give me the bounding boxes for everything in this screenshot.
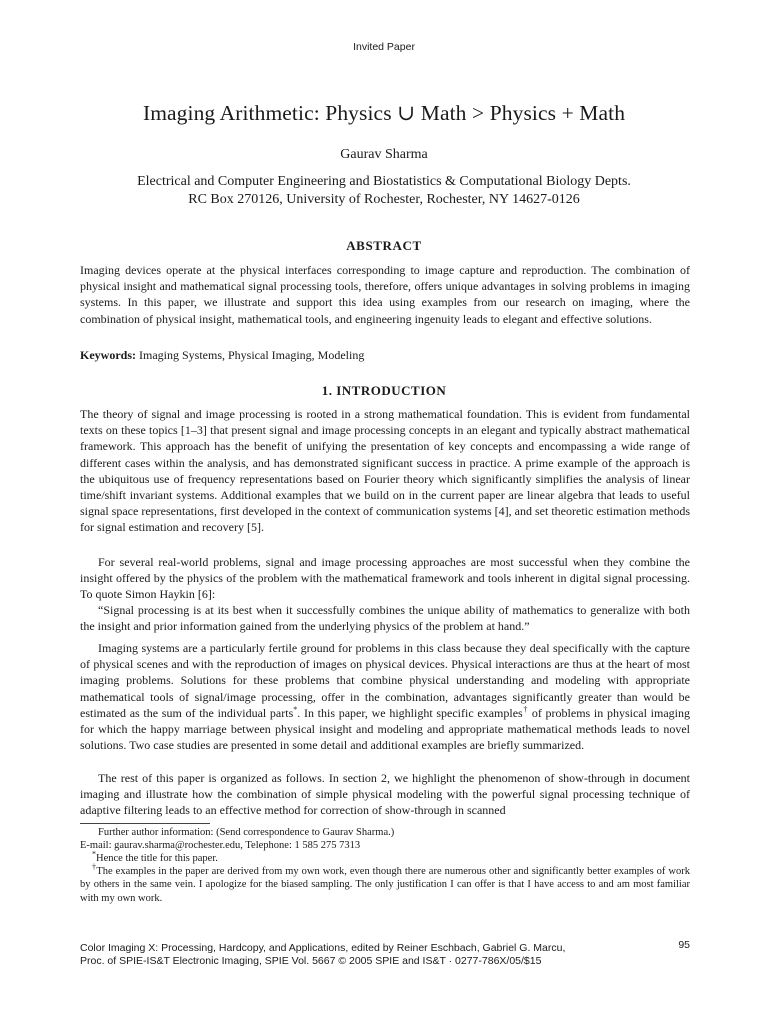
- paper-title: Imaging Arithmetic: Physics ∪ Math > Physics + Math: [142, 101, 626, 125]
- footer-line-2: Proc. of SPIE-IS&T Electronic Imaging, SPIE Vol. 5667 © 2005 SPIE and IS&T · 0277-786X/05/$15: [80, 955, 542, 967]
- intro-paragraph-1: The theory of signal and image processing is rooted in a strong mathematical foundation. This is evident from fundamental texts on these topics [1–3] that present signal and image processing concepts in an elegant and typically abstract mathematical framework. This approach has the benefit of unifying the presentation of key concepts and encompassing a wide range of different cases within the analysis, and has demonstrated significant success in practice. A prime example of the approach is the ubiquitous use of frequency representations based on Fourier theory which significantly simplifies the analysis of linear time/shift invariant systems. Additional examples that we build on in the current paper are linear algebra that leads to useful signal space representations, first developed in the context of communication systems [4], and set theoretic estimation methods for signal estimation and recovery [5].: [80, 407, 690, 535]
- author-name: Gaurav Sharma: [340, 147, 428, 162]
- footer-line-1: Color Imaging X: Processing, Hardcopy, and Applications, edited by Reiner Eschbach, Gabriel G. Marcu,: [80, 942, 566, 954]
- footnote-star: [80, 849, 690, 865]
- footnote-contact: E-mail: gaurav.sharma@rochester.edu, Telephone: 1 585 275 7313: [80, 840, 361, 851]
- haykin-quote: “Signal processing is at its best when it successfully combines the unique ability of mathematics to generalize with both the insight and prior information gained from the underlying physics of the problem at hand.”: [80, 603, 690, 634]
- intro-p4-text-c: of problems in physical imaging for which the happy marriage between physical insight and modeling and appropriate mathematical methods leads to novel solutions. Two case studies are presented in some detail and additional examples are briefly summarized.: [80, 705, 690, 753]
- page-footer: [80, 942, 565, 968]
- page-number: 95: [678, 939, 690, 951]
- intro-p4-text-b: . In this paper, we highlight specific examples: [297, 705, 523, 720]
- footnote-ref-star: *: [293, 704, 298, 714]
- footnote-dagger: [80, 862, 690, 905]
- intro-p4-text-a: Imaging systems are a particularly fertile ground for problems in this class because they deal specifically with the capture of physical scenes and with the reproduction of images on physical devices. Physical interactions are thus at the heart of most imaging problems. Solutions for these problems that combine physical understanding and modeling with appropriate mathematical tools of signal/image processing, offer in the combination, advantages significantly greater than would be estimated as the sum of the individual parts: [80, 641, 690, 720]
- footnote-divider: [80, 823, 210, 824]
- keywords-list: Imaging Systems, Physical Imaging, Modeling: [139, 348, 365, 362]
- intro-paragraph-5: The rest of this paper is organized as follows. In section 2, we highlight the phenomenon of show-through in document imaging and illustrate how the combination of simple physical modeling with the powerful signal processing technique of adaptive filtering leads to an effective method for correction of show-through in scanned: [80, 771, 690, 818]
- affiliation-line-1: Electrical and Computer Engineering and Biostatistics & Computational Biology Depts.: [137, 174, 631, 189]
- intro-paragraph-4: [80, 640, 690, 753]
- footnote-dagger-text: The examples in the paper are derived from my own work, even though there are numerous other and significantly better examples of work by others in the same vein. I apologize for the biased sampling. The only justification I can offer is that I have access to and am most familiar with my own work.: [80, 866, 690, 904]
- footnote-star-mark: *: [92, 849, 96, 859]
- keywords: [80, 347, 690, 363]
- section-heading-introduction: 1. INTRODUCTION: [321, 383, 447, 398]
- abstract-heading: ABSTRACT: [346, 238, 422, 253]
- intro-paragraph-2: For several real-world problems, signal and image processing approaches are most successful when they combine the insight offered by the physics of the problem with the mathematical framework and tools inherent in digital signal processing. To quote Simon Haykin [6]:: [80, 555, 690, 602]
- footnote-author-info: Further author information: (Send correspondence to Gaurav Sharma.): [98, 827, 395, 838]
- abstract-text: Imaging devices operate at the physical interfaces corresponding to image capture and reproduction. The combination of physical insight and mathematical signal processing tools, therefore, offers unique advantages in solving problems in imaging systems. In this paper, we illustrate and support this idea using examples from our research on imaging, where the combination of physical insight, mathematical tools, and engineering ingenuity leads to elegant and effective solutions.: [80, 263, 690, 326]
- footnote-star-text: Hence the title for this paper.: [96, 853, 218, 864]
- footnote-ref-dagger: †: [522, 704, 529, 714]
- footnote-dagger-mark: †: [92, 862, 97, 872]
- invited-paper-label: Invited Paper: [353, 41, 415, 53]
- affiliation-line-2: RC Box 270126, University of Rochester, Rochester, NY 14627-0126: [188, 192, 580, 207]
- keywords-label: Keywords:: [80, 348, 136, 362]
